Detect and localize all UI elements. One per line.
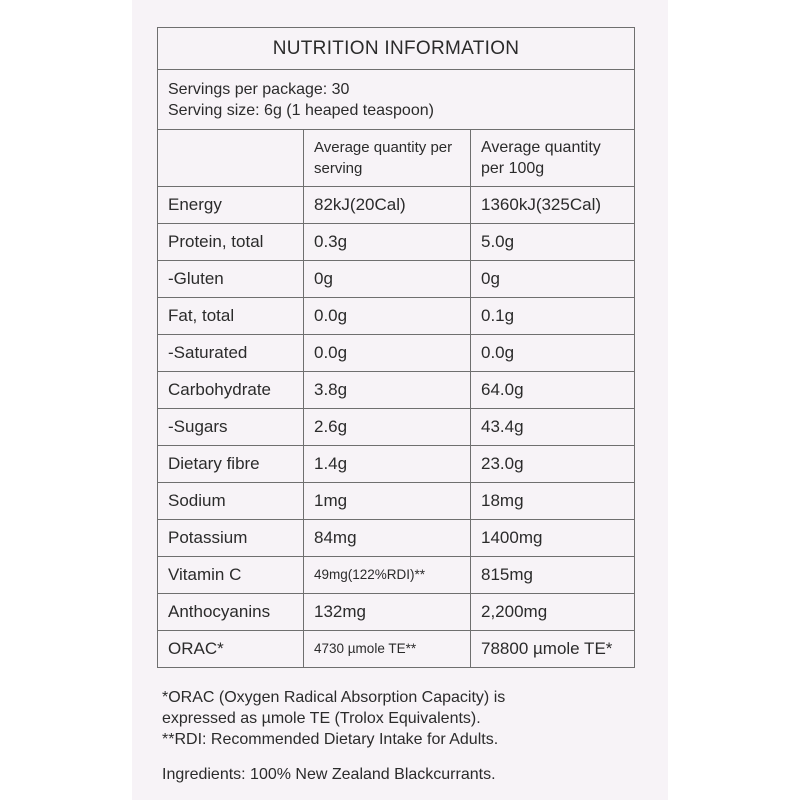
column-header-row [158, 130, 635, 187]
per-serving-value: 0.0g [304, 298, 471, 335]
per-serving-value: 1mg [304, 483, 471, 520]
table-row [158, 483, 635, 520]
orac-footnote-line1: *ORAC (Oxygen Radical Absorption Capacity) is [162, 689, 506, 706]
per-serving-value: 49mg(122%RDI)** [304, 557, 471, 594]
per-serving-value: 0g [304, 261, 471, 298]
per-100g-value: 1400mg [471, 520, 635, 557]
table-row [158, 298, 635, 335]
per-100g-value: 43.4g [471, 409, 635, 446]
nutrient-name: -Saturated [158, 335, 304, 372]
table-row [158, 187, 635, 224]
per-100g-value: 815mg [471, 557, 635, 594]
per-serving-value: 1.4g [304, 446, 471, 483]
table-row [158, 335, 635, 372]
per-100g-value: 64.0g [471, 372, 635, 409]
table-row [158, 594, 635, 631]
nutrient-name: ORAC* [158, 631, 304, 668]
per-serving-value: 0.0g [304, 335, 471, 372]
nutrient-name: -Sugars [158, 409, 304, 446]
header-per-serving: Average quantity per serving [304, 130, 471, 187]
per-100g-value: 0.1g [471, 298, 635, 335]
table-row [158, 261, 635, 298]
nutrient-name: Potassium [158, 520, 304, 557]
nutrient-rows [158, 187, 635, 668]
table-row [158, 446, 635, 483]
rdi-footnote: **RDI: Recommended Dietary Intake for Adults. [162, 731, 499, 748]
nutrient-name: Fat, total [158, 298, 304, 335]
per-serving-value: 0.3g [304, 224, 471, 261]
per-serving-value: 3.8g [304, 372, 471, 409]
per-100g-value: 0.0g [471, 335, 635, 372]
nutrient-name: Anthocyanins [158, 594, 304, 631]
per-serving-value: 82kJ(20Cal) [304, 187, 471, 224]
table-title: NUTRITION INFORMATION [158, 28, 635, 70]
per-100g-value: 1360kJ(325Cal) [471, 187, 635, 224]
per-serving-value: 84mg [304, 520, 471, 557]
nutrient-name: Carbohydrate [158, 372, 304, 409]
serving-info [158, 70, 635, 130]
nutrition-table [157, 27, 635, 668]
header-per-100g: Average quantity per 100g [471, 130, 635, 187]
nutrient-name: Dietary fibre [158, 446, 304, 483]
per-serving-value: 4730 µmole TE** [304, 631, 471, 668]
per-100g-value: 5.0g [471, 224, 635, 261]
nutrient-name: Energy [158, 187, 304, 224]
per-serving-value: 132mg [304, 594, 471, 631]
table-row [158, 224, 635, 261]
nutrient-name: Sodium [158, 483, 304, 520]
per-100g-value: 78800 µmole TE* [471, 631, 635, 668]
servings-per-package: Servings per package: 30 [168, 80, 350, 98]
table-row [158, 409, 635, 446]
table-row [158, 520, 635, 557]
nutrient-name: Vitamin C [158, 557, 304, 594]
per-100g-value: 2,200mg [471, 594, 635, 631]
serving-size: Serving size: 6g (1 heaped teaspoon) [168, 101, 434, 119]
header-empty-cell [158, 130, 304, 187]
table-row [158, 631, 635, 668]
per-serving-value: 2.6g [304, 409, 471, 446]
per-100g-value: 23.0g [471, 446, 635, 483]
table-row [158, 372, 635, 409]
nutrient-name: Protein, total [158, 224, 304, 261]
table-row [158, 557, 635, 594]
per-100g-value: 18mg [471, 483, 635, 520]
nutrient-name: -Gluten [158, 261, 304, 298]
footnotes [162, 687, 632, 750]
orac-footnote-line2: expressed as µmole TE (Trolox Equivalents). [162, 710, 481, 727]
per-100g-value: 0g [471, 261, 635, 298]
ingredients-text: Ingredients: 100% New Zealand Blackcurrants. [162, 766, 496, 783]
